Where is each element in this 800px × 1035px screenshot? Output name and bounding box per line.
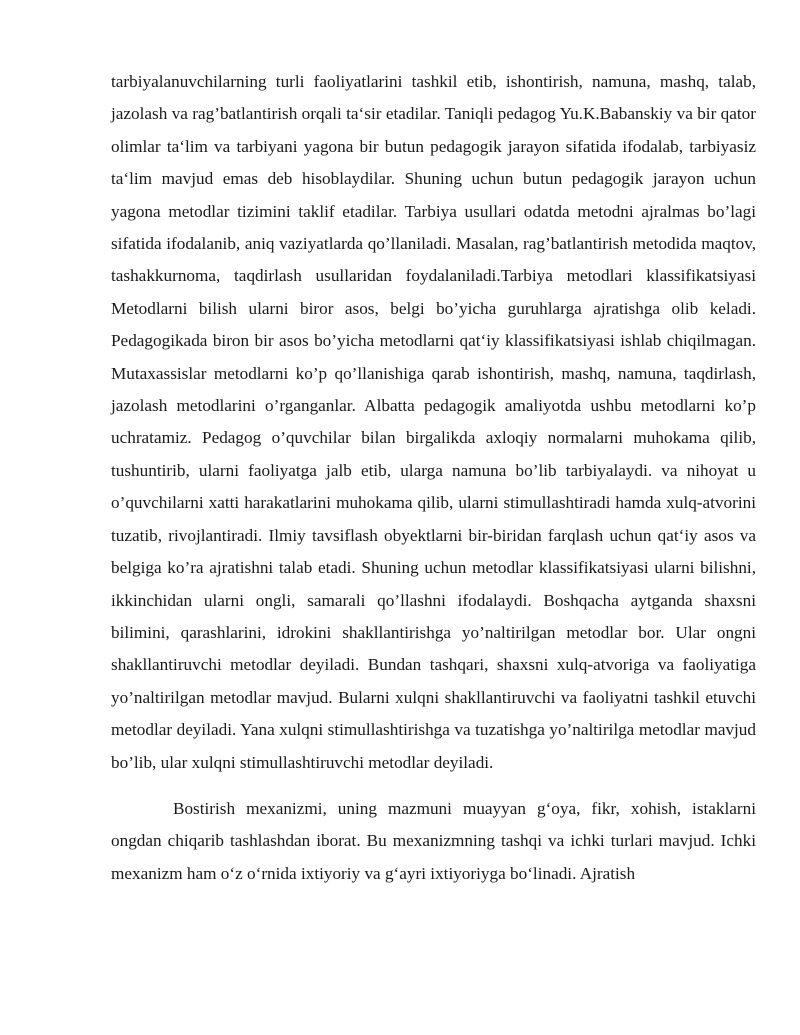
body-paragraph-1: tarbiyalanuvchilarning turli faoliyatlarini tashkil etib, ishontirish, namuna, mashq, talab, jazolash va rag’batlantirish orqali ta‘sir etadilar. Taniqli pedagog Yu.K.Babanskiy va bir qator olimlar ta‘lim va tarbiyani yagona bir butun pedagogik jarayon sifatida ifodalab, tarbiyasiz ta‘lim mavjud emas deb hisoblaydilar. Shuning uchun butun pedagogik jarayon uchun yagona metodlar tizimini taklif etadilar. Tarbiya usullari odatda metodni ajralmas bo’lagi sifatida ifodalanib, aniq vaziyatlarda qo’llaniladi. Masalan, rag’batlantirish metodida maqtov, tashakkurnoma, taqdirlash usullaridan foydalaniladi.Tarbiya metodlari klassifikatsiyasi Metodlarni bilish ularni biror asos, belgi bo’yicha guruhlarga ajratishga olib keladi. Pedagogikada biron bir asos bo’yicha metodlarni qat‘iy klassifikatsiyasi ishlab chiqilmagan. Mutaxassislar metodlarni ko’p qo’llanishiga qarab ishontirish, mashq, namuna, taqdirlash, jazolash metodlarini o’rganganlar. Albatta pedagogik amaliyotda ushbu metodlarni ko’p uchratamiz. Pedagog o’quvchilar bilan birgalikda axloqiy normalarni muhokama qilib, tushuntirib, ularni faoliyatga jalb etib, ularga namuna bo’lib tarbiyalaydi. va nihoyat u o’quvchilarni xatti harakatlarini muhokama qilib, ularni stimullashtiradi hamda xulq-atvorini tuzatib, rivojlantiradi. Ilmiy tavsiflash obyektlarni bir-biridan farqlash uchun qat‘iy asos va belgiga ko’ra ajratishni talab etadi. Shuning uchun metodlar klassifikatsiyasi ularni bilishni, ikkinchidan ularni ongli, samarali qo’llashni ifodalaydi. Boshqacha aytganda shaxsni bilimini, qarashlarini, idrokini shakllantirishga yo’naltirilgan metodlar bor. Ular ongni shakllantiruvchi metodlar deyiladi. Bundan tashqari, shaxsni xulq-atvoriga va faoliyatiga yo’naltirilgan metodlar mavjud. Bularni xulqni shakllantiruvchi va faoliyatni tashkil etuvchi metodlar deyiladi. Yana xulqni stimullashtirishga va tuzatishga yo’naltirilga metodlar mavjud bo’lib, ular xulqni stimullashtiruvchi metodlar deyiladi.: [111, 72, 756, 772]
body-paragraph-2: Bostirish mexanizmi, uning mazmuni muayyan g‘oya, fikr, xohish, istaklarni ongdan chiqarib tashlashdan iborat. Bu mexanizmning tashqi va ichki turlari mavjud. Ichki mexanizm ham o‘z o‘rnida ixtiyoriy va g‘ayri ixtiyoriyga bo‘linadi. Ajratish: [111, 798, 756, 883]
document-page: [111, 66, 756, 890]
